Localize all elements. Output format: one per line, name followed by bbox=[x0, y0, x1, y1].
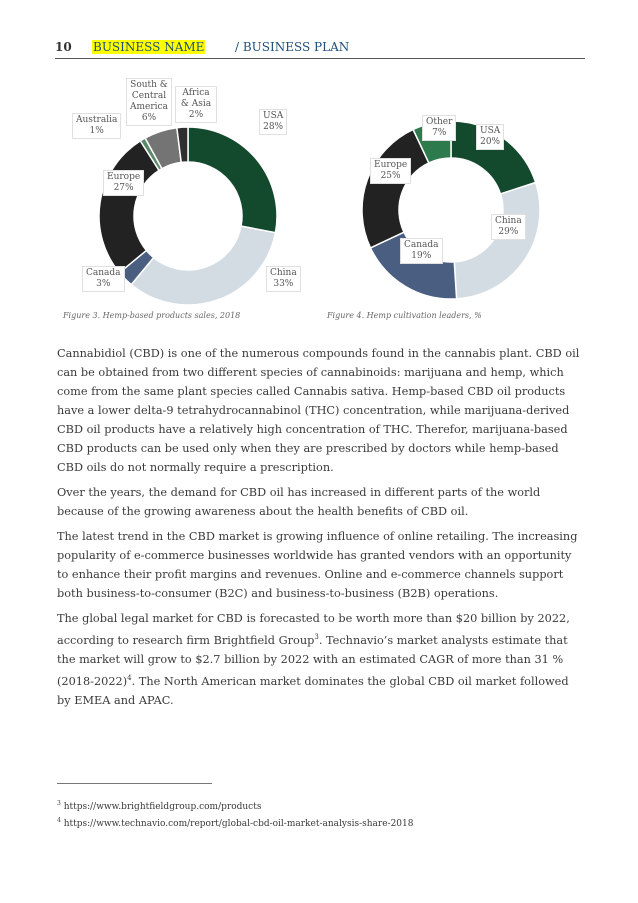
label-usa: USA 20% bbox=[476, 124, 504, 150]
footnote-3: $^3$ https://www.brightfieldgroup.com/products bbox=[57, 800, 262, 812]
footnotes bbox=[57, 797, 414, 831]
label-africa-asia: Africa & Asia 2% bbox=[175, 86, 217, 123]
paragraph-3: The latest trend in the CBD market is growing influence of online retailing. The increasing popularity of e-commerce businesses worldwide has granted vendors with an opportunity to enhance their profit margins and revenues. Online and e-commerce channels support both business-to-consumer (B2C) and business-to-business (B2B) operations. bbox=[57, 530, 578, 600]
paragraph-1: Cannabidiol (CBD) is one of the numerous compounds found in the cannabis plant. CBD oil can be obtained from two different species of cannabinoids: marijuana and hemp, which come from the same plant species called Cannabis sativa. Hemp-based CBD oil products have a lower delta-9 tetrahydrocannabinol (THC) concentration, while marijuana-derived CBD oil products have a relatively high concentration of THC. Therefor, marijuana-based CBD products can be used only when they are prescribed by doctors while hemp-based CBD oils do not normally require a prescription. bbox=[57, 347, 580, 474]
hemp-cultivation-chart bbox=[330, 68, 585, 308]
footnote-ref-3[interactable]: 3 bbox=[314, 633, 319, 641]
page-header bbox=[55, 38, 585, 59]
figure-3-caption: Figure 3. Hemp-based products sales, 2018 bbox=[63, 311, 241, 320]
figure-4-caption: Figure 4. Hemp cultivation leaders, % bbox=[327, 311, 482, 320]
business-plan-title: / BUSINESS PLAN bbox=[235, 40, 350, 54]
footnote-link[interactable]: https://www.brightfieldgroup.com/products bbox=[63, 802, 262, 812]
slice-china bbox=[454, 182, 540, 298]
hemp-products-sales-chart bbox=[55, 68, 315, 308]
slice-europe bbox=[99, 141, 159, 273]
label-europe: Europe 25% bbox=[370, 158, 411, 184]
footnote-divider bbox=[57, 783, 212, 784]
label-canada: Canada 3% bbox=[82, 266, 125, 292]
body-text bbox=[57, 344, 585, 716]
label-usa: USA 28% bbox=[259, 109, 287, 135]
label-canada: Canada 19% bbox=[400, 238, 443, 264]
footnote-4: $^4$ https://www.technavio.com/report/global-cbd-oil-market-analysis-share-2018 bbox=[57, 817, 414, 829]
footnote-ref-4[interactable]: 4 bbox=[127, 673, 132, 682]
slice-usa bbox=[188, 127, 277, 233]
label-other: Other 7% bbox=[422, 115, 456, 141]
footnote-link[interactable]: https://www.technavio.com/report/global-cbd-oil-market-analysis-share-2018 bbox=[63, 819, 414, 829]
page-number: 10 bbox=[55, 40, 72, 54]
donut-chart-2 bbox=[330, 68, 585, 308]
label-australia: Australia 1% bbox=[72, 113, 121, 139]
label-china: China 33% bbox=[266, 266, 301, 292]
slice-europe bbox=[362, 129, 429, 247]
paragraph-2: Over the years, the demand for CBD oil has increased in different parts of the world because of the growing awareness about the health benefits of CBD oil. bbox=[57, 486, 541, 518]
label-south-central-america: South & Central America 6% bbox=[126, 78, 172, 126]
business-name: BUSINESS NAME bbox=[93, 40, 205, 54]
paragraph-4: The global legal market for CBD is forecasted to be worth more than $20 billion by 2022, according to research firm Brightfield Group$^3$. Technavio’s market analysts estimate that the market will grow to $2.7 billion by 2022 with an estimated CAGR of more than 31 % (2018-2022)$^4$. The North American market dominates the global CBD oil market followed by EMEA and APAC. bbox=[57, 612, 570, 707]
slice-china bbox=[131, 226, 275, 305]
label-europe: Europe 27% bbox=[103, 170, 144, 196]
label-china: China 29% bbox=[491, 214, 526, 240]
